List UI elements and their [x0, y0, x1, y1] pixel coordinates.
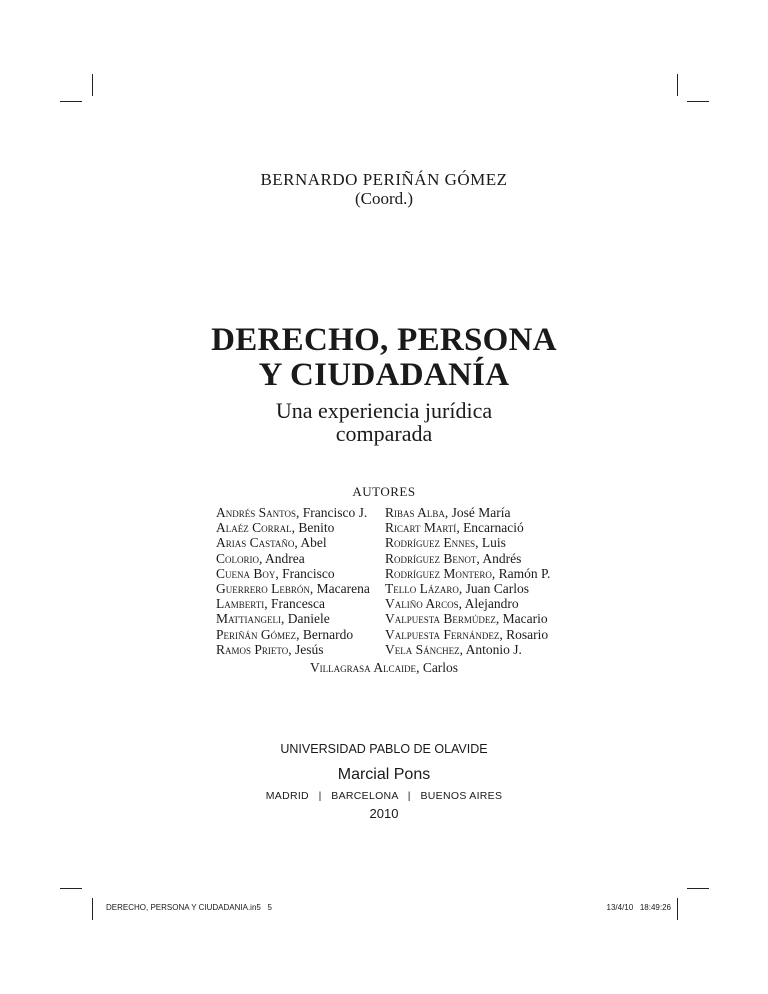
crop-mark: [92, 74, 93, 96]
author-entry: Lamberti, Francesca: [216, 596, 325, 612]
crop-mark: [677, 74, 678, 96]
author-entry: Guerrero Lebrón, Macarena: [216, 581, 370, 597]
crop-mark: [687, 101, 709, 102]
footer-filename: DERECHO, PERSONA Y CIUDADANIA.in5 5: [106, 903, 272, 912]
author-entry-last: Villagrasa Alcaide, Carlos: [309, 660, 459, 675]
authors-right-column: [385, 505, 550, 657]
author-entry: Valpuesta Bermúdez, Macario: [385, 611, 548, 627]
author-entry: Cuena Boy, Francisco: [216, 565, 335, 581]
author-entry: Rodríguez Benot, Andrés: [385, 550, 522, 566]
title-line-1: DERECHO, PERSONA: [211, 322, 557, 358]
author-entry: Alaéz Corral, Benito: [216, 520, 335, 536]
author-entry: Vela Sánchez, Antonio J.: [385, 641, 522, 657]
author-entry: Andrés Santos, Francisco J.: [216, 505, 368, 520]
author-entry: Valiño Arcos, Alejandro: [385, 596, 519, 612]
crop-mark: [92, 898, 93, 920]
author-entry: Valpuesta Fernández, Rosario: [385, 626, 549, 642]
coordinator-role: (Coord.): [354, 189, 414, 208]
author-entry: Ricart Martí, Encarnació: [385, 520, 524, 536]
author-entry: Ribas Alba, José María: [385, 505, 511, 520]
crop-mark: [60, 888, 82, 889]
footer-timestamp: 13/4/10 18:49:26: [606, 903, 671, 912]
author-entry: Rodríguez Montero, Ramón P.: [385, 565, 551, 581]
subtitle-line-1: Una experiencia jurídica: [275, 398, 493, 423]
crop-mark: [677, 898, 678, 920]
publisher-name: Marcial Pons: [337, 766, 431, 783]
publisher-cities: MADRID | BARCELONA | BUENOS AIRES: [265, 790, 503, 802]
author-entry: Periñán Gómez, Bernardo: [216, 626, 354, 642]
author-entry: Arias Castaño, Abel: [216, 535, 327, 551]
authors-heading: AUTORES: [352, 484, 416, 499]
author-entry: Rodríguez Ennes, Luis: [385, 535, 506, 551]
crop-mark: [687, 888, 709, 889]
author-entry: Ramos Prieto, Jesús: [216, 641, 324, 657]
authors-left-column: [216, 505, 370, 657]
author-entry: Tello Lázaro, Juan Carlos: [385, 581, 529, 597]
university-name: UNIVERSIDAD PABLO DE OLAVIDE: [280, 742, 488, 756]
author-entry: Mattiangeli, Daniele: [216, 611, 330, 627]
coordinator-name: BERNARDO PERIÑÁN GÓMEZ: [260, 170, 508, 189]
publication-year: 2010: [369, 806, 399, 821]
title-line-2: Y CIUDADANÍA: [258, 357, 510, 393]
subtitle-line-2: comparada: [335, 421, 433, 446]
crop-mark: [60, 101, 82, 102]
author-entry: Colorio, Andrea: [216, 550, 305, 566]
